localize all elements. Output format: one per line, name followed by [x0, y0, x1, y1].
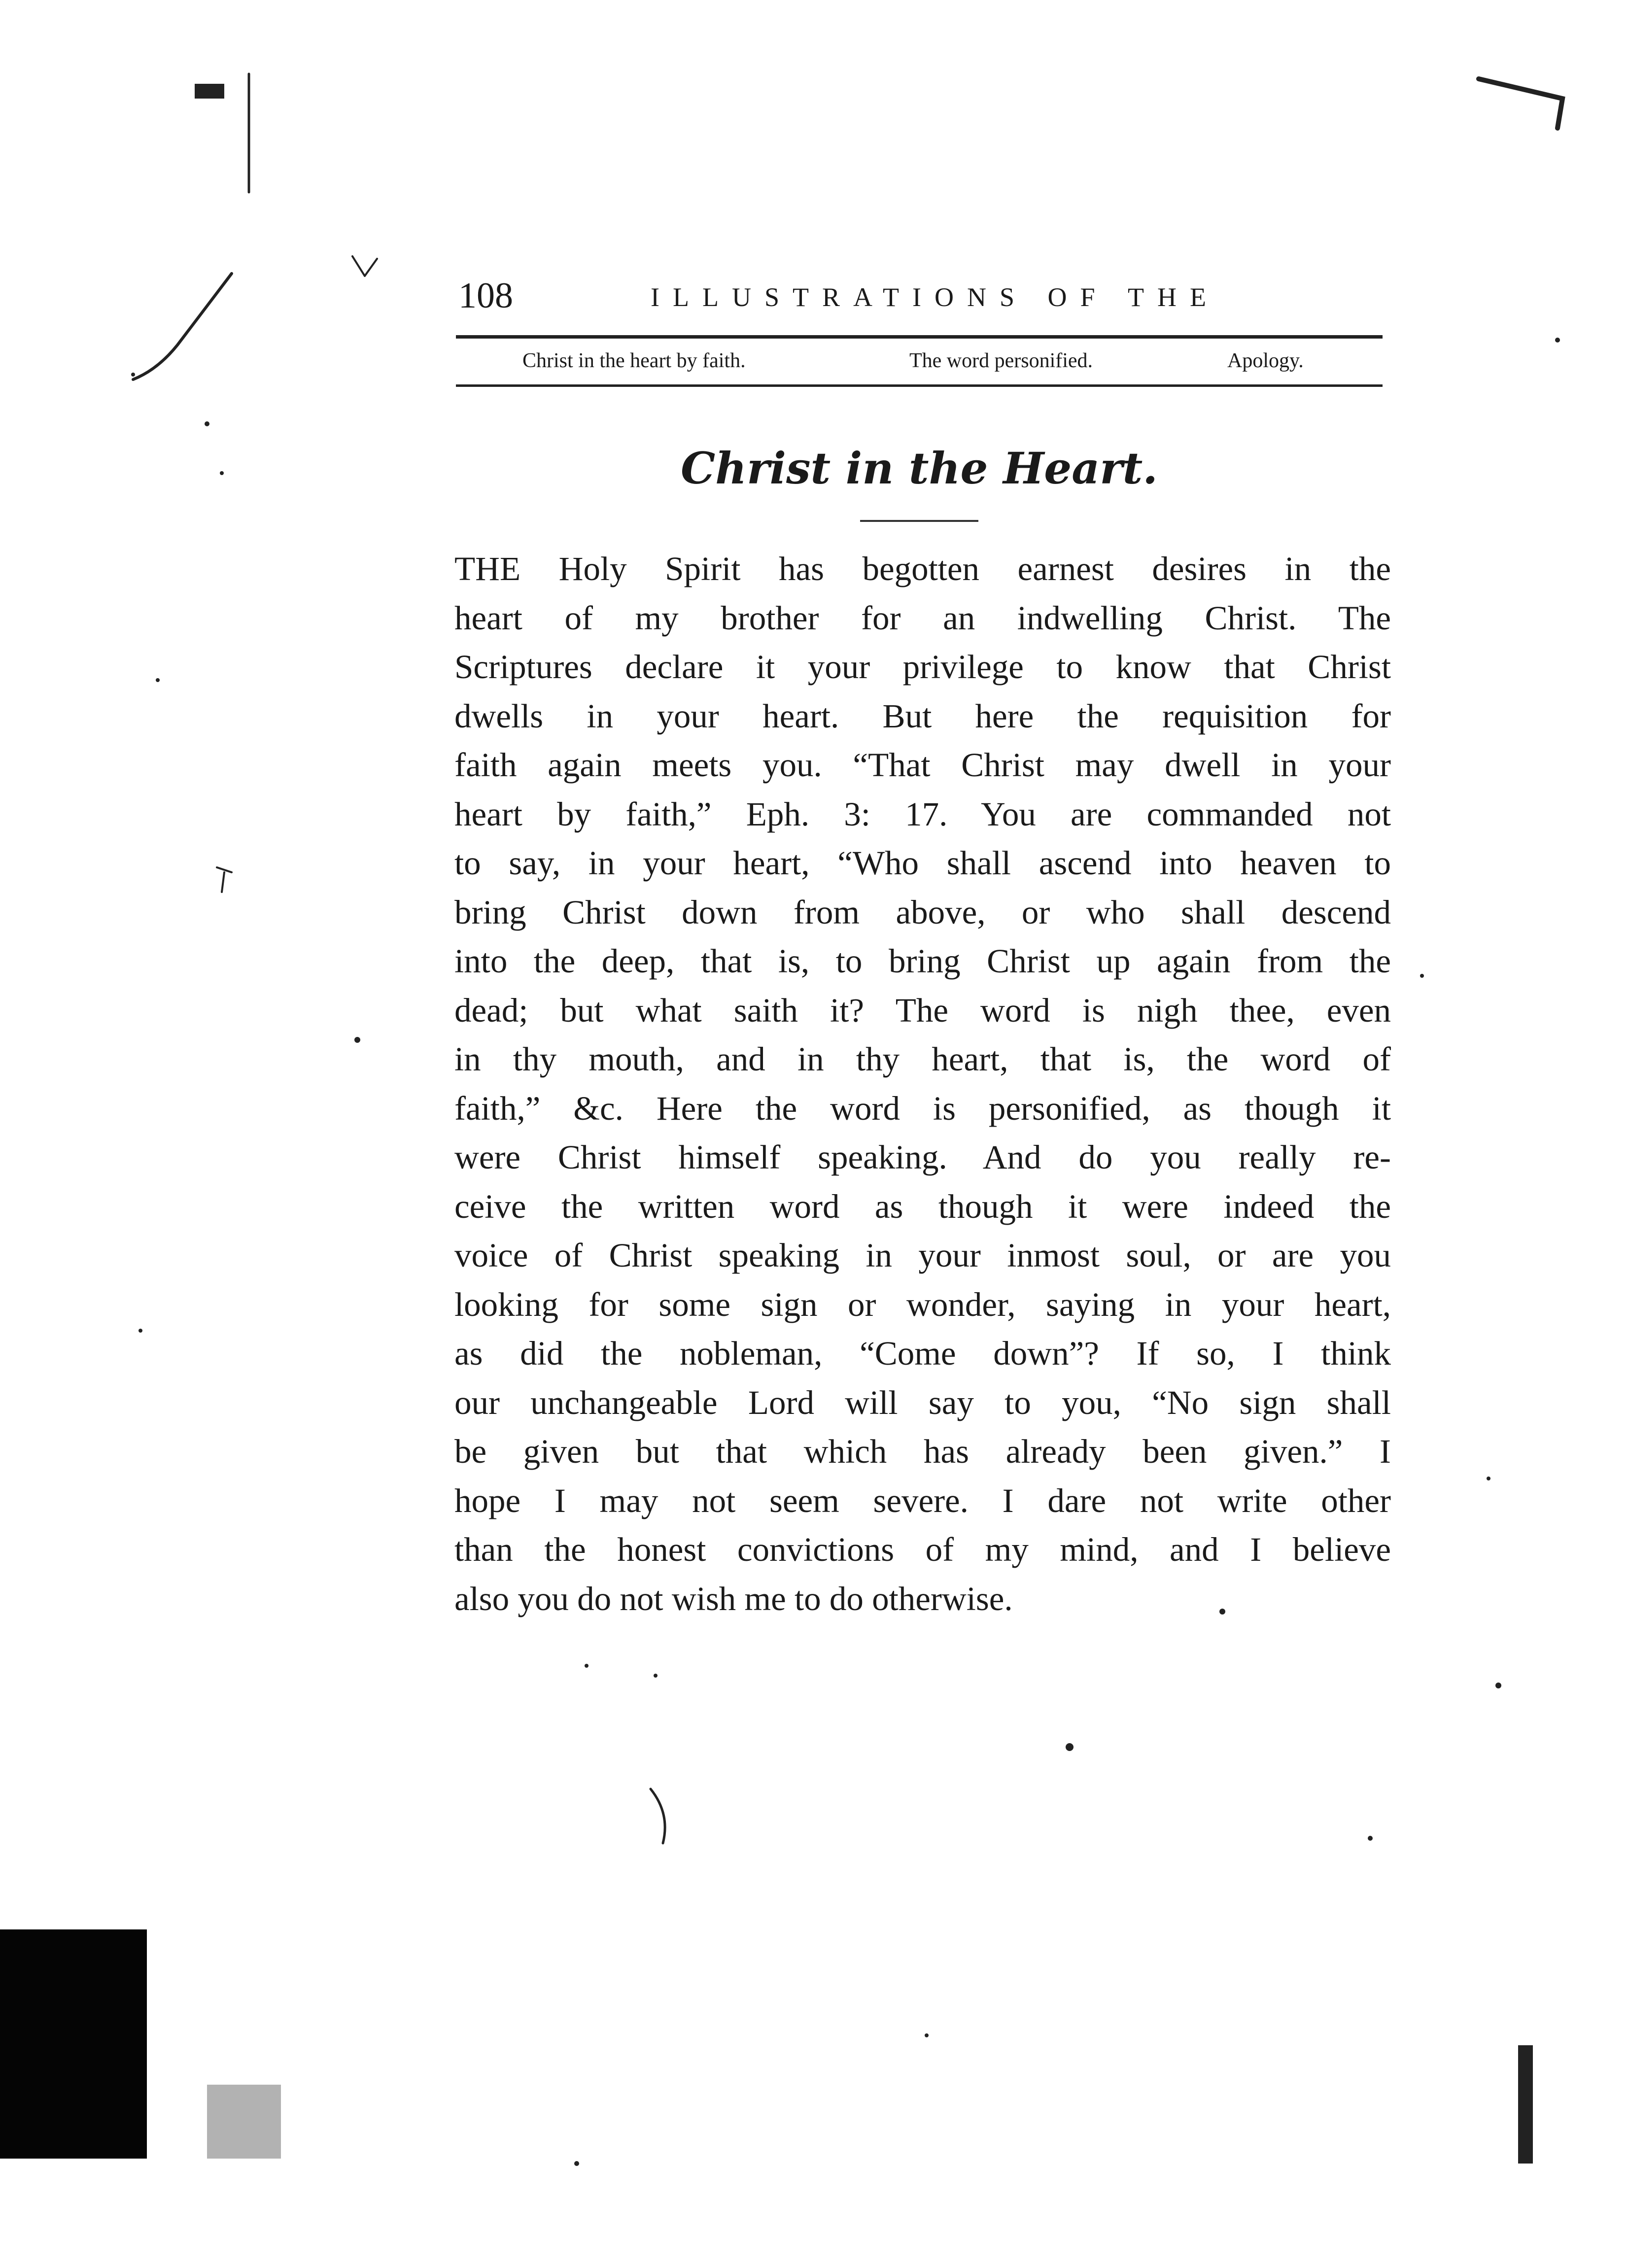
text-line: dwells in your heart. But here the requisition for	[454, 697, 1391, 735]
running-title: ILLUSTRATIONS OF THE	[651, 282, 1220, 312]
subject-bar	[456, 340, 1383, 382]
subject-rule	[456, 384, 1383, 387]
header-rule	[456, 335, 1383, 339]
text-line: in thy mouth, and in thy heart, that is, the word of	[454, 1040, 1391, 1078]
text-line: faith,” &c. Here the word is personified, as though it	[454, 1089, 1391, 1127]
text-line: heart by faith,” Eph. 3: 17. You are commanded not	[454, 795, 1391, 833]
text-line: than the honest convictions of my mind, and I believe	[454, 1531, 1391, 1568]
subject-item: Christ in the heart by faith.	[522, 349, 746, 372]
subject-item: The word personified.	[909, 349, 1093, 372]
page-header	[458, 269, 1385, 323]
text-line: also you do not wish me to do otherwise.	[454, 1580, 1013, 1617]
text-line: hope I may not seem severe. I dare not write other	[454, 1481, 1391, 1519]
text-line: be given but that which has already been given.” I	[454, 1433, 1391, 1470]
text-line: looking for some sign or wonder, saying in your heart,	[454, 1285, 1391, 1323]
text-line: heart of my brother for an indwelling Christ. The	[454, 599, 1391, 637]
text-line: into the deep, that is, to bring Christ up again from the	[454, 942, 1391, 980]
text-line: Scriptures declare it your privilege to know that Christ	[454, 648, 1391, 686]
text-line: as did the nobleman, “Come down”? If so, I think	[454, 1335, 1391, 1372]
body-text	[454, 545, 1391, 1623]
text-line: voice of Christ speaking in your inmost soul, or are you	[454, 1237, 1391, 1274]
text-line: were Christ himself speaking. And do you really re-	[454, 1138, 1391, 1176]
text-line: ceive the written word as though it were indeed the	[454, 1187, 1391, 1225]
text-line: our unchangeable Lord will say to you, “No sign shall	[454, 1383, 1391, 1421]
page-number: 108	[458, 275, 513, 316]
section-heading: Christ in the Heart.	[681, 443, 1158, 494]
text-line: bring Christ down from above, or who shall descend	[454, 893, 1391, 931]
text-line: faith again meets you. “That Christ may dwell in your	[454, 746, 1391, 784]
text-line: dead; but what saith it? The word is nigh thee, even	[454, 991, 1391, 1029]
subject-item: Apology.	[1227, 349, 1304, 372]
text-line: to say, in your heart, “Who shall ascend into heaven to	[454, 844, 1391, 882]
heading-rule	[860, 520, 978, 522]
text-line: THE Holy Spirit has begotten earnest desires in the	[454, 550, 1391, 587]
